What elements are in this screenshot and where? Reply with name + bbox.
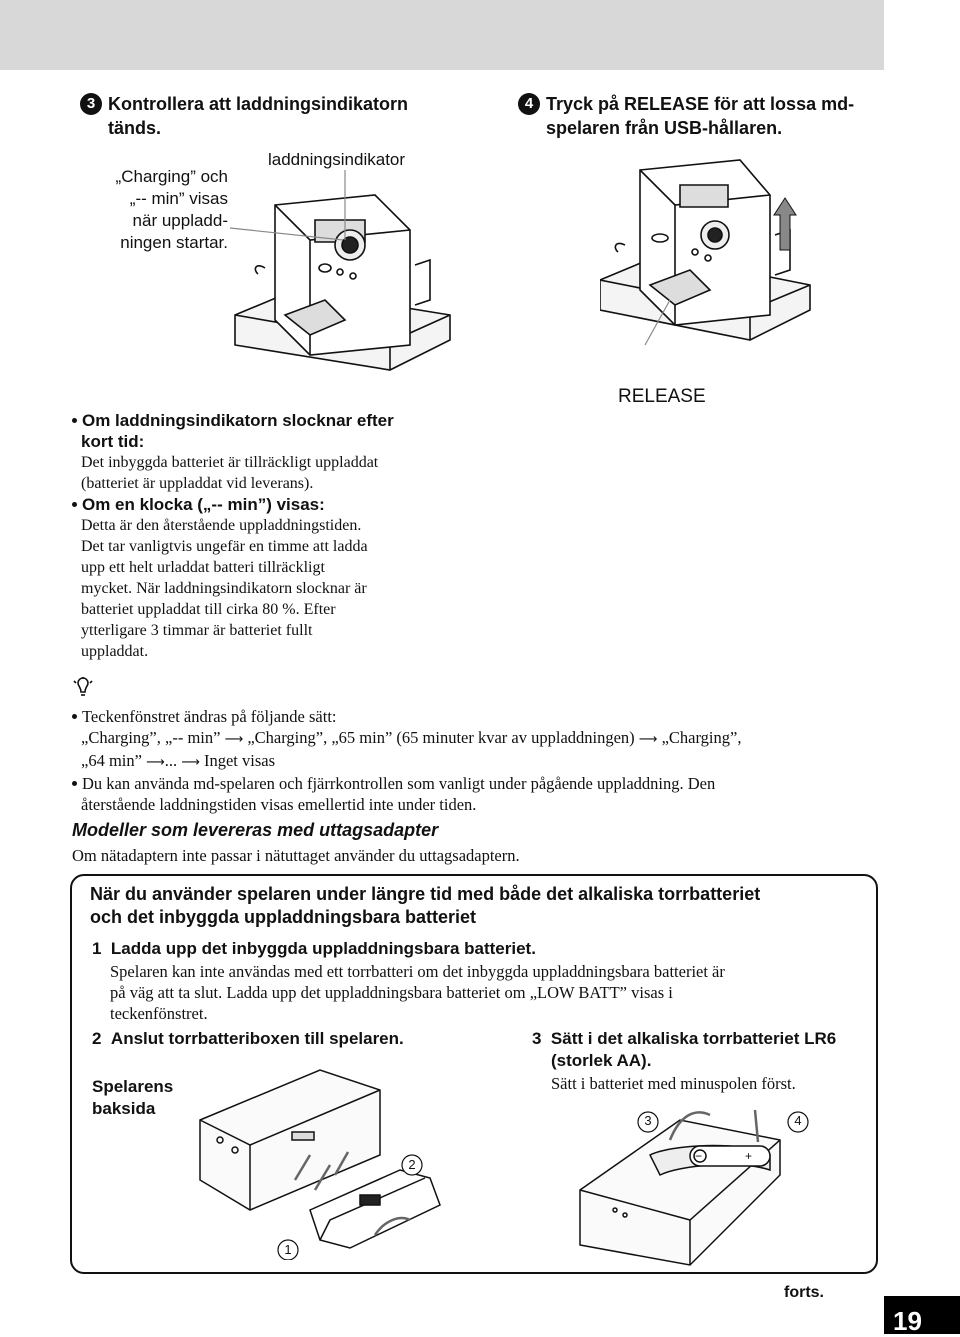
svg-text:+: + <box>745 1149 753 1163</box>
release-illustration <box>600 150 830 370</box>
indicator-label: laddningsindikator <box>268 150 406 169</box>
note-1-heading: Om laddningsindikatorn slocknar efter <box>72 410 482 431</box>
svg-text:−: − <box>695 1149 703 1163</box>
tip-lightbulb-icon <box>70 676 96 702</box>
step-3-heading: Kontrollera att laddningsindikatorn tänds. <box>108 94 409 138</box>
charging-callout: „Charging” och „-- min” visas när uppladd- ningen startar. <box>115 167 228 252</box>
step-4-number: 4 <box>518 93 540 115</box>
note-1-body: Det inbyggda batteriet är tillräckligt uppladdat (batteriet är uppladdat vid leverans). <box>81 454 379 492</box>
player-back-label: Spelarens baksida <box>92 1077 174 1118</box>
models-body: Om nätadaptern inte passar i nätuttaget använder du uttagsadaptern. <box>72 846 520 865</box>
step-4-heading: Tryck på RELEASE för att lossa md- spelaren från USB-hållaren. <box>546 94 855 138</box>
note-2-body: Detta är den återstående uppladdningstiden. Det tar vanligtvis ungefär en timme att ladda upp ett helt urladdat batteri tillräckligt mycket. När laddningsindikatorn slocknar är batteriet uppladdat till cirka 80 %. Efter ytterligare 3 timmar är batteriet fullt uppladdat. <box>81 517 368 660</box>
player-in-cradle-illustration <box>225 170 465 385</box>
page-number: 19 <box>893 1306 922 1336</box>
arrow-right-icon: ⟶ <box>224 732 244 747</box>
tip-1: Teckenfönstret ändras på följande sätt: <box>72 706 882 727</box>
tip-2-cont: återstående laddningstiden visas emellertid inte under tiden. <box>81 795 477 814</box>
box-step-2-heading: 2 Anslut torrbatteriboxen till spelaren. <box>92 1029 404 1048</box>
box-step-3-body: Sätt i batteriet med minuspolen först. <box>551 1074 796 1093</box>
tips-section <box>72 706 882 815</box>
arrow-right-icon: ⟶ <box>181 755 200 770</box>
box-step-3-heading: 3 Sätt i det alkaliska torrbatteriet LR6 (storlek AA). <box>532 1029 837 1070</box>
tip-1-sequence-cont: „64 min” ⟶... ⟶ Inget visas <box>81 751 276 770</box>
note-2-heading: Om en klocka („-- min”) visas: <box>72 494 482 515</box>
box-step-1-heading: 1 Ladda upp det inbyggda uppladdningsbara batteriet. <box>92 939 536 958</box>
step-3-number: 3 <box>80 93 102 115</box>
header-band <box>0 0 884 70</box>
tip-1-sequence: „Charging”, „-- min” ⟶ „Charging”, „65 min” (65 minuter kvar av uppladdningen) ⟶ „Charging”, <box>81 728 742 747</box>
charging-notes <box>72 410 482 662</box>
tip-2: Du kan använda md-spelaren och fjärrkontrollen som vanligt under pågående uppladdning. Den <box>72 773 882 794</box>
fig-mark-1: 1 <box>284 1242 292 1257</box>
fig-mark-3: 3 <box>644 1113 652 1128</box>
fig-mark-4: 4 <box>794 1113 802 1128</box>
battery-box-attach-illustration <box>180 1060 460 1260</box>
box-title: När du använder spelaren under längre tid med både det alkaliska torrbatteriet och det inbyggda uppladdningsbara batteriet <box>90 884 761 927</box>
fig-mark-2: 2 <box>408 1157 416 1172</box>
arrow-right-icon: ⟶ <box>638 732 658 747</box>
continued-label: forts. <box>784 1284 824 1301</box>
release-label: RELEASE <box>618 386 706 407</box>
models-heading: Modeller som levereras med uttagsadapter <box>72 820 439 840</box>
note-1-heading-cont: kort tid: <box>81 432 145 451</box>
box-step-1-body: Spelaren kan inte användas med ett torrbatteri om det inbyggda uppladdningsbara batteriet är på väg att ta slut. Ladda upp det uppladdningsbara batteriet om „LOW BATT” visas i teckenfönstret. <box>110 962 725 1023</box>
arrow-right-icon: ⟶ <box>146 755 165 770</box>
